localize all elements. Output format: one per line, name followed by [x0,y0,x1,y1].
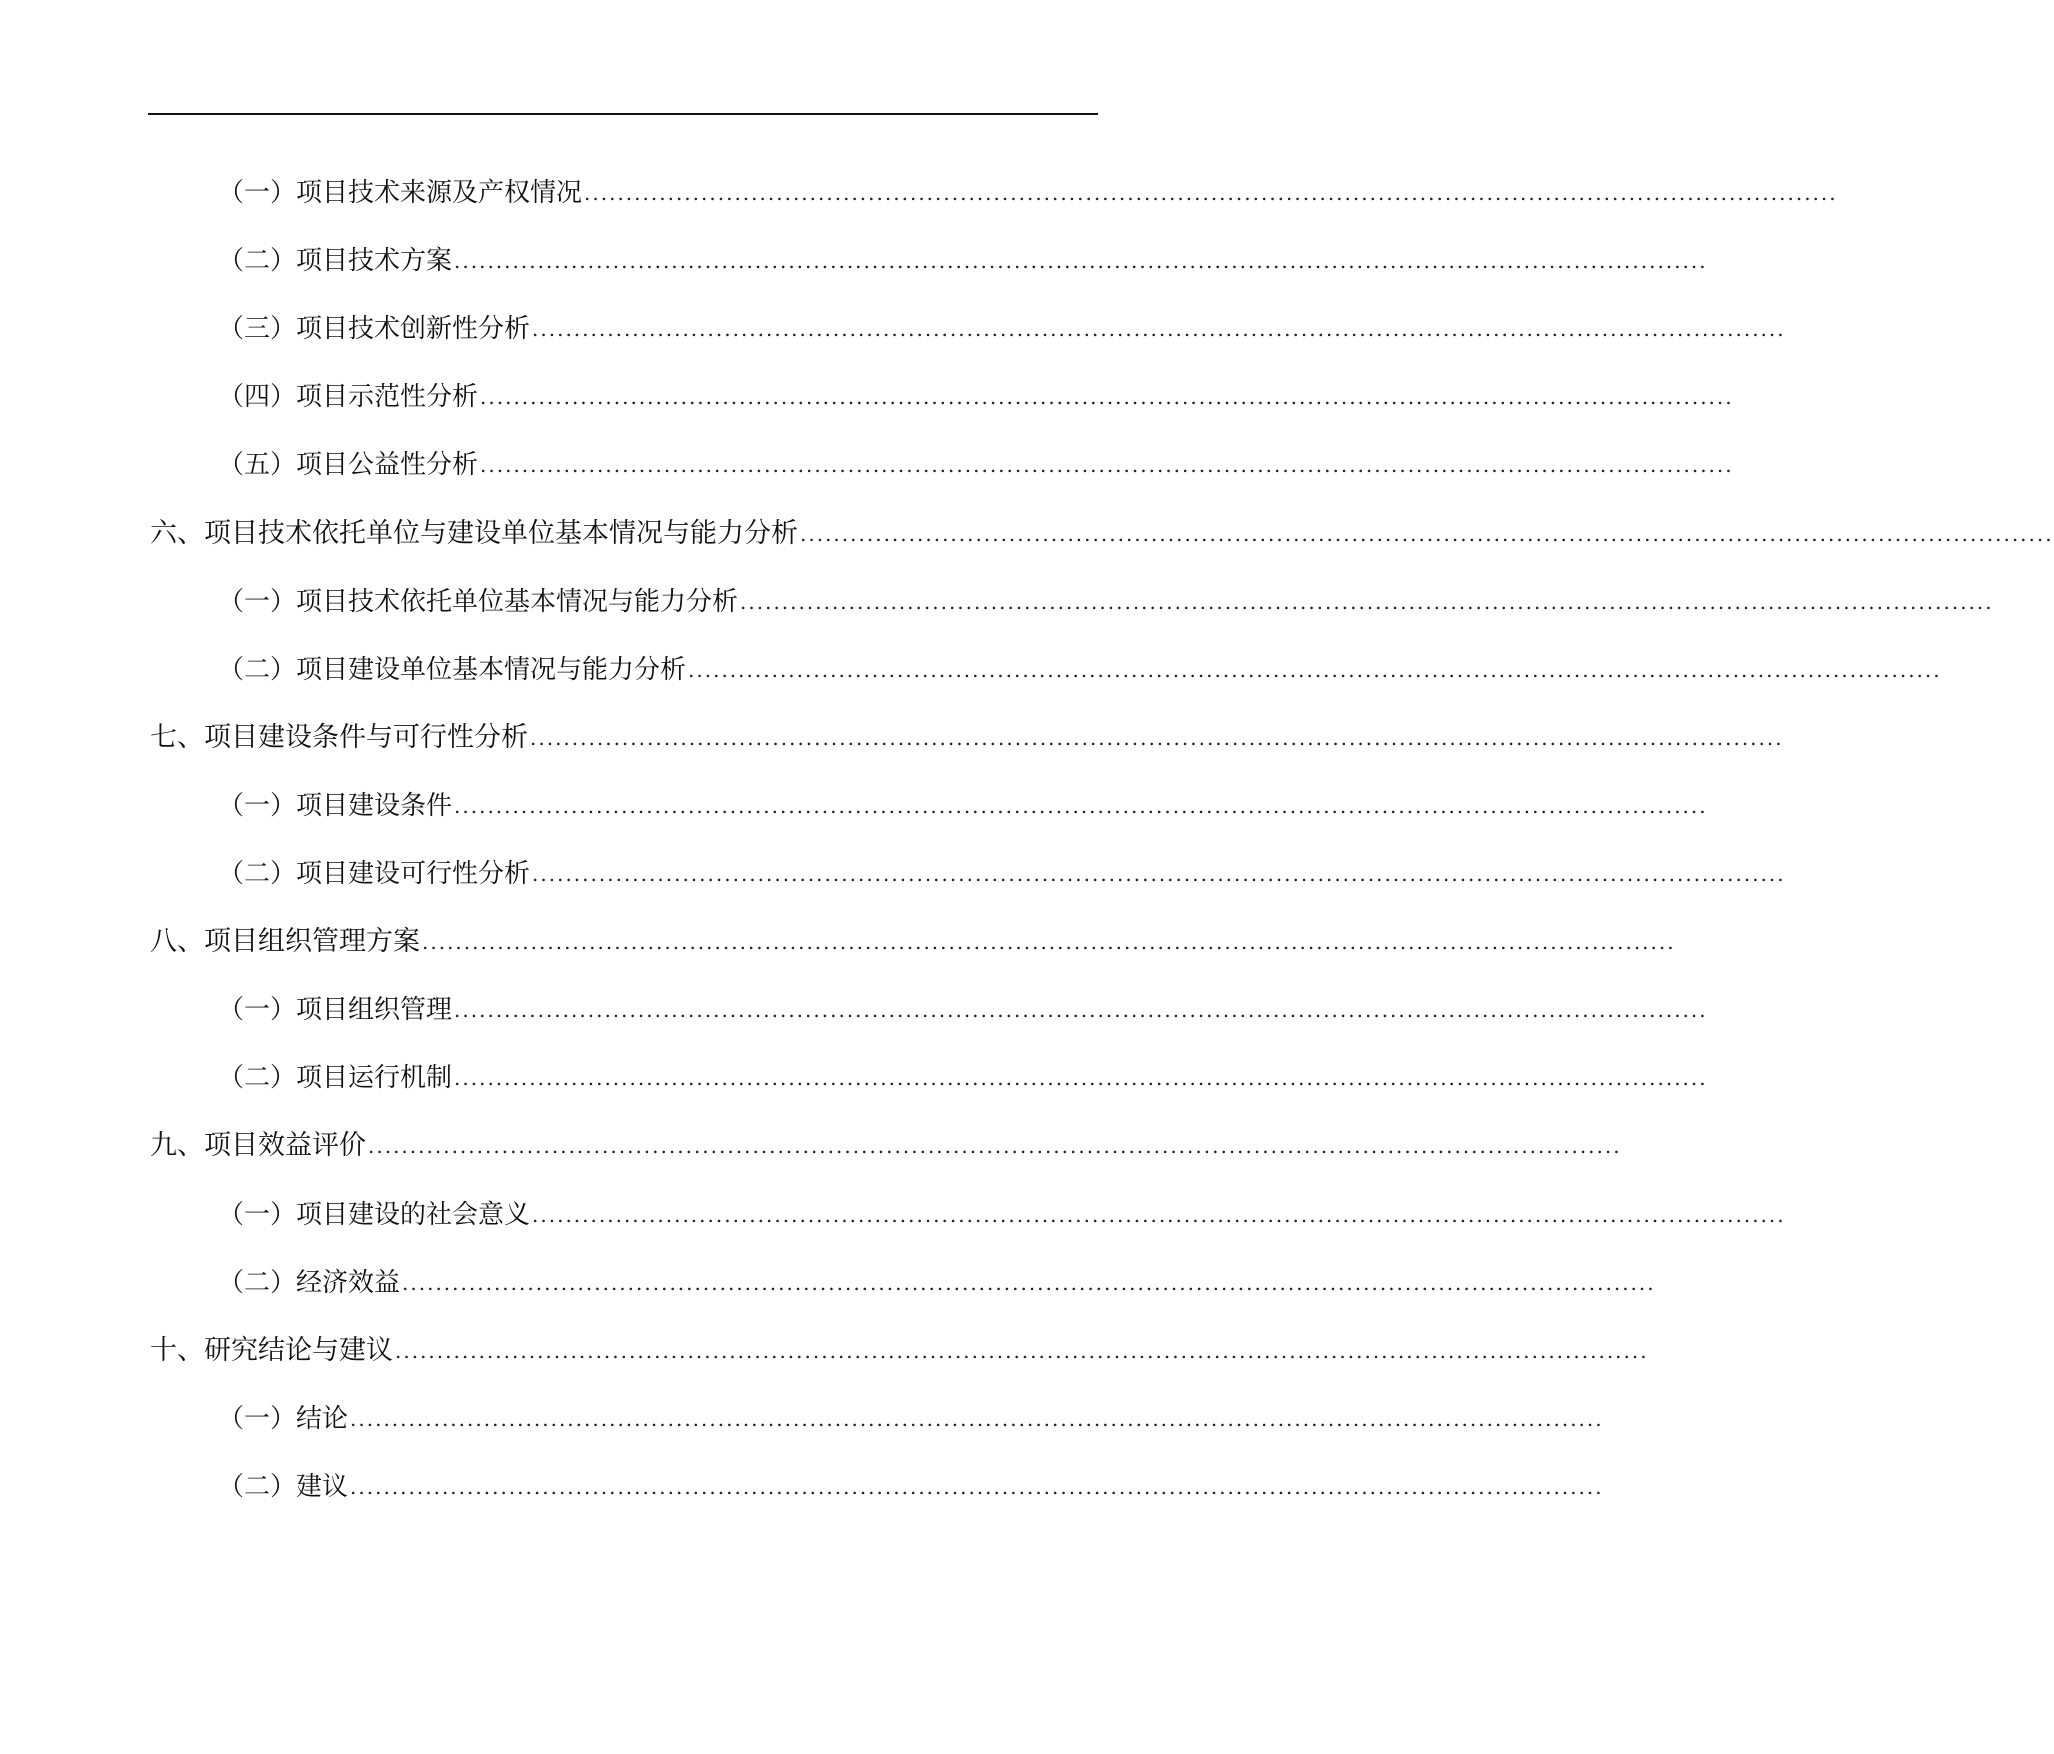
toc-chapter-entry[interactable] [150,1308,1649,1376]
toc-entry-label: （三）项目技术创新性分析 [218,314,531,345]
toc-entry-label: （二）项目技术方案 [218,246,453,277]
toc-dot-leader: ...................................................................................................................................................... [402,1270,1656,1295]
toc-dot-leader: ...................................................................................................................................................... [395,1338,1649,1363]
toc-chapter-entry[interactable] [150,1103,1622,1171]
toc-dot-leader: ...................................................................................................................................................... [454,249,1708,274]
toc-dot-leader: ...................................................................................................................................................... [800,521,2054,546]
toc-chapter-entry[interactable] [150,899,1676,967]
toc-entry[interactable] [150,831,1786,899]
toc-entry-label: （一）项目组织管理 [218,995,453,1026]
toc-entry-label: （四）项目示范性分析 [218,382,479,413]
toc-entry[interactable] [150,354,1734,422]
toc-dot-leader: ...................................................................................................................................................... [422,930,1676,955]
toc-entry[interactable] [150,1376,1604,1444]
toc-entry-label: （一）项目技术依托单位基本情况与能力分析 [218,586,739,617]
toc-dot-leader: ...................................................................................................................................................... [532,317,1786,342]
toc-entry[interactable] [150,627,1942,695]
toc-dot-leader: ...................................................................................................................................................... [532,862,1786,887]
table-of-contents [150,150,2054,1512]
toc-dot-leader: ...................................................................................................................................................... [454,793,1708,818]
toc-chapter-label: 七、项目建设条件与可行性分析 [150,721,528,753]
toc-entry[interactable] [150,218,1708,286]
toc-dot-leader: ...................................................................................................................................................... [584,181,1838,206]
toc-entry[interactable] [150,1444,1604,1512]
toc-dot-leader: ...................................................................................................................................................... [688,657,1942,682]
toc-chapter-entry[interactable] [150,490,2054,558]
toc-entry-label: （一）结论 [218,1403,349,1434]
toc-dot-leader: ...................................................................................................................................................... [530,725,1784,750]
toc-dot-leader: ...................................................................................................................................................... [454,998,1708,1023]
toc-entry-label: （一）项目技术来源及产权情况 [218,178,583,209]
toc-entry[interactable] [150,763,1708,831]
toc-entry-label: （五）项目公益性分析 [218,450,479,481]
toc-dot-leader: ...................................................................................................................................................... [454,1066,1708,1091]
toc-dot-leader: ...................................................................................................................................................... [350,1406,1604,1431]
toc-chapter-label: 八、项目组织管理方案 [150,926,420,958]
toc-chapter-label: 九、项目效益评价 [150,1130,366,1162]
toc-entry-label: （一）项目建设条件 [218,790,453,821]
toc-chapter-entry[interactable] [150,695,1784,763]
toc-entry[interactable] [150,150,1838,218]
toc-entry[interactable] [150,422,1734,490]
toc-entry-label: （二）项目建设单位基本情况与能力分析 [218,654,687,685]
header-rule [148,113,1098,115]
toc-entry[interactable] [150,1171,1786,1239]
toc-chapter-label: 十、研究结论与建议 [150,1334,393,1366]
toc-dot-leader: ...................................................................................................................................................... [740,589,1994,614]
toc-entry-label: （二）项目运行机制 [218,1063,453,1094]
toc-dot-leader: ...................................................................................................................................................... [532,1202,1786,1227]
toc-entry[interactable] [150,559,1994,627]
toc-entry[interactable] [150,286,1786,354]
toc-chapter-label: 六、项目技术依托单位与建设单位基本情况与能力分析 [150,517,798,549]
toc-entry[interactable] [150,1035,1708,1103]
toc-entry-label: （二）建议 [218,1471,349,1502]
toc-entry-label: （一）项目建设的社会意义 [218,1199,531,1230]
toc-dot-leader: ...................................................................................................................................................... [480,385,1734,410]
toc-dot-leader: ...................................................................................................................................................... [368,1134,1622,1159]
toc-entry[interactable] [150,967,1708,1035]
toc-dot-leader: ...................................................................................................................................................... [480,453,1734,478]
toc-dot-leader: ...................................................................................................................................................... [350,1474,1604,1499]
toc-entry-label: （二）经济效益 [218,1267,401,1298]
toc-entry-label: （二）项目建设可行性分析 [218,859,531,890]
toc-entry[interactable] [150,1240,1656,1308]
